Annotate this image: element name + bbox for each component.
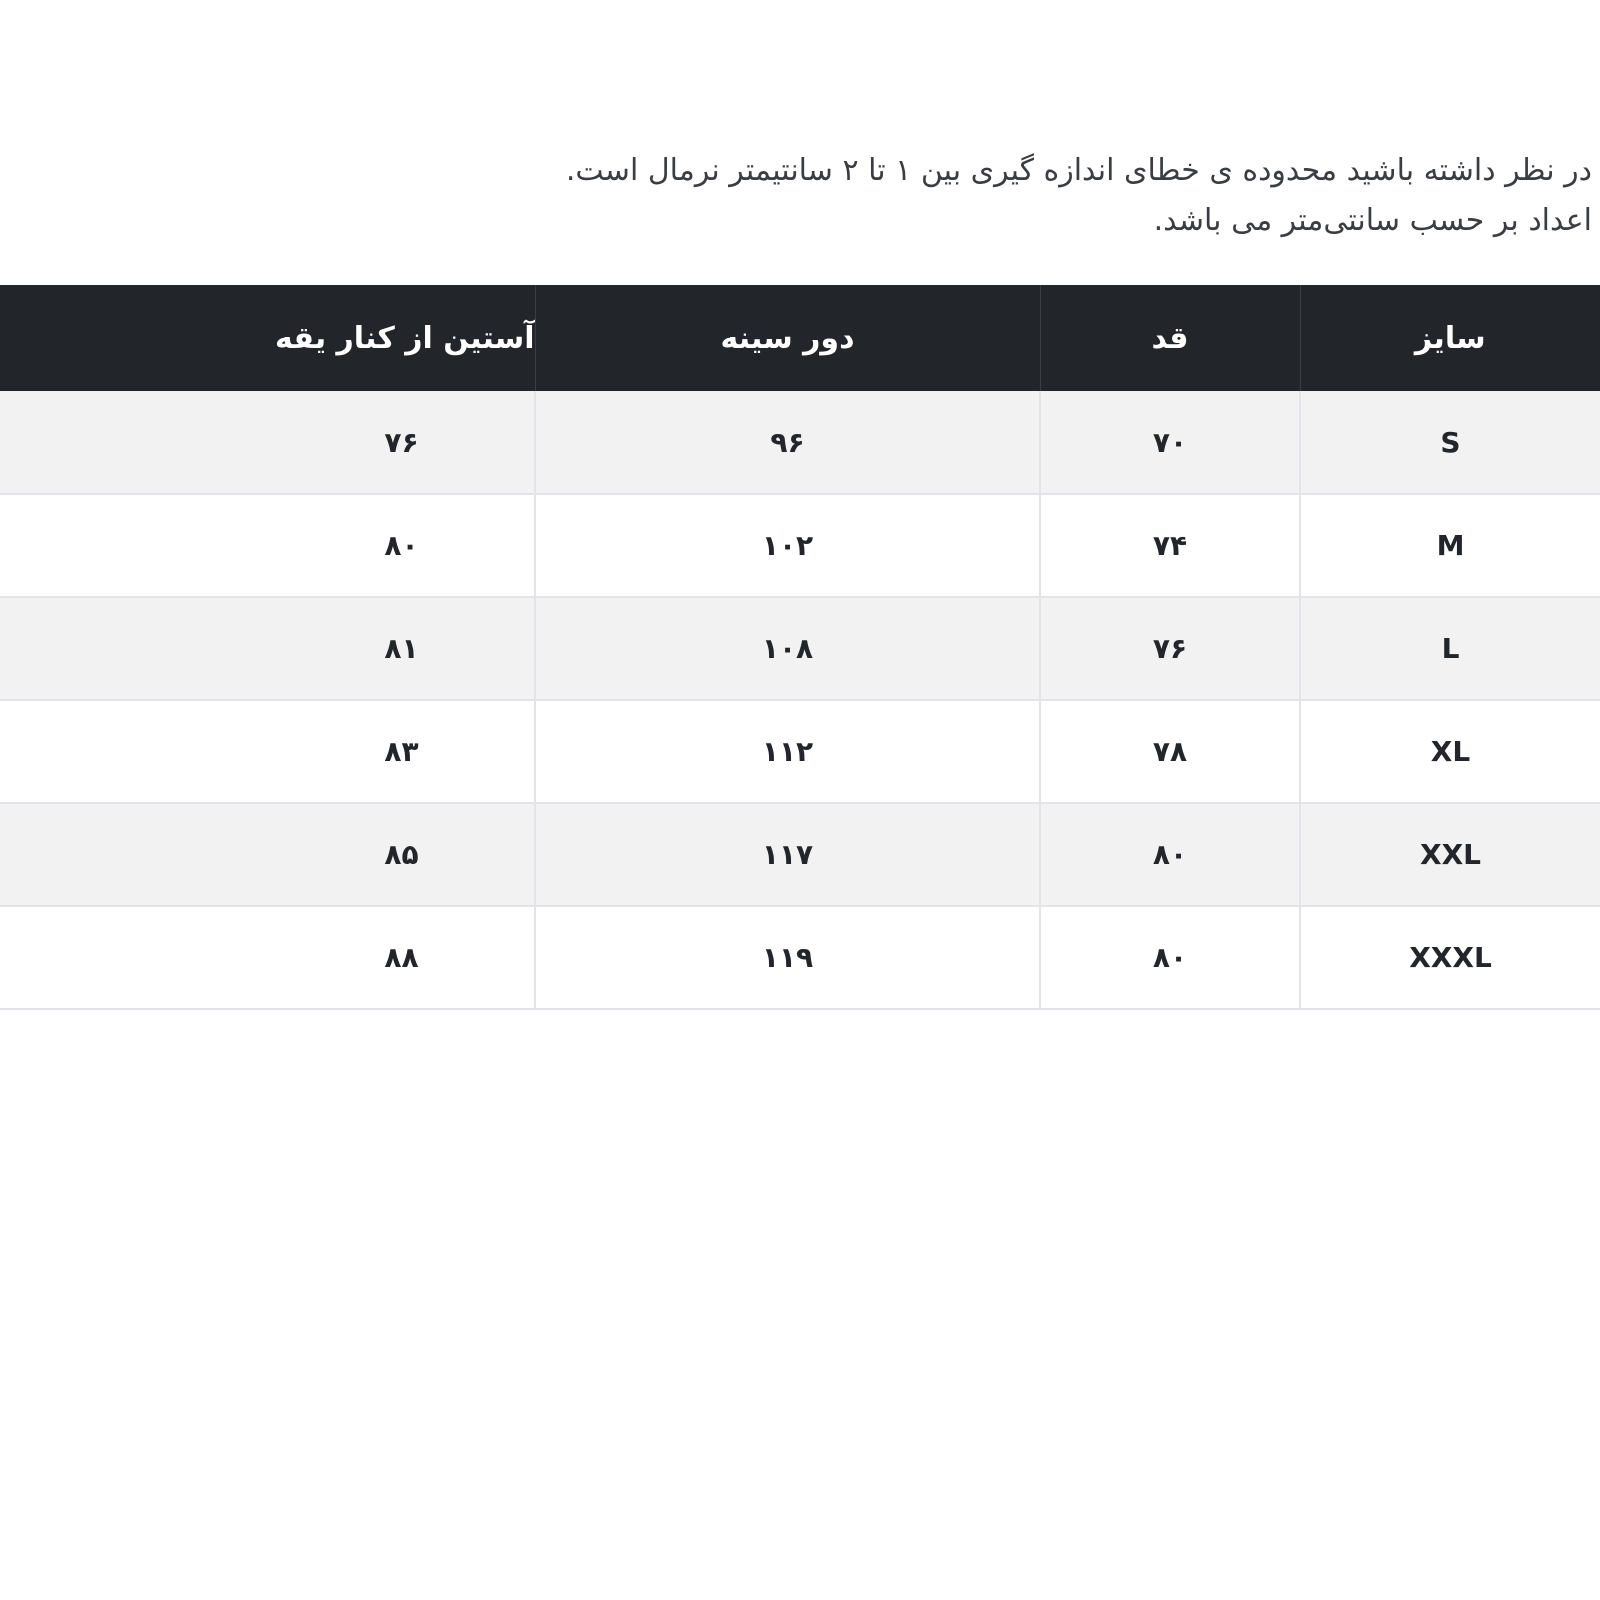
cell-size: XXL [1300,803,1600,906]
table-row [0,906,1600,1009]
cell-height: ۷۸ [1040,700,1300,803]
cell-height: ۸۰ [1040,906,1300,1009]
cell-size: M [1300,494,1600,597]
cell-sleeve: ۷۶ [0,391,535,494]
measurement-notes [0,146,1592,246]
size-chart-table [0,285,1600,1010]
cell-size: S [1300,391,1600,494]
cell-sleeve: ۸۸ [0,906,535,1009]
header-chest: دور سینه [535,285,1040,391]
table-row [0,700,1600,803]
table-row [0,597,1600,700]
cell-height: ۷۰ [1040,391,1300,494]
units-note: اعداد بر حسب سانتی‌متر می باشد. [1153,203,1592,238]
cell-height: ۷۶ [1040,597,1300,700]
cell-chest: ۱۱۲ [535,700,1040,803]
table-row [0,391,1600,494]
cell-sleeve: ۸۵ [0,803,535,906]
header-size: سایز [1300,285,1600,391]
cell-chest: ۱۰۸ [535,597,1040,700]
cell-sleeve: ۸۳ [0,700,535,803]
table-row [0,803,1600,906]
cell-sleeve: ۸۱ [0,597,535,700]
cell-sleeve: ۸۰ [0,494,535,597]
cell-height: ۸۰ [1040,803,1300,906]
cell-size: XXXL [1300,906,1600,1009]
table-header-row [0,285,1600,391]
cell-size: XL [1300,700,1600,803]
cell-chest: ۱۱۹ [535,906,1040,1009]
measurement-error-note: در نظر داشته باشید محدوده ی خطای اندازه گیری بین ۱ تا ۲ سانتیمتر نرمال است. [565,153,1592,188]
table-row [0,494,1600,597]
header-sleeve: آستین از کنار یقه [0,285,535,391]
cell-chest: ۹۶ [535,391,1040,494]
cell-size: L [1300,597,1600,700]
cell-chest: ۱۰۲ [535,494,1040,597]
cell-height: ۷۴ [1040,494,1300,597]
header-height: قد [1040,285,1300,391]
cell-chest: ۱۱۷ [535,803,1040,906]
